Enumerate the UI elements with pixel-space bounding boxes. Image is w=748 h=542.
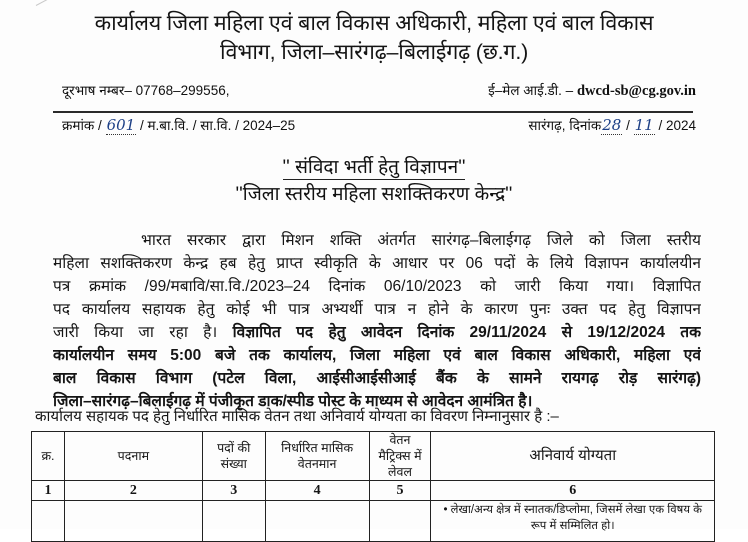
header-pay-level: वेतन मैट्रिक्स में लेवल (369, 432, 431, 481)
date-label: सारंगढ़, दिनांक (528, 118, 602, 133)
reference-number (62, 116, 295, 134)
email-address[interactable]: dwcd-sb@cg.gov.in (576, 83, 696, 99)
header-divider (53, 111, 693, 113)
cell-qualification (431, 501, 715, 542)
phone-label: दूरभाष नम्बर– (62, 83, 136, 98)
table-header-row (32, 432, 715, 481)
advertisement-heading (0, 153, 748, 179)
place-date: सारंगढ़, दिनांक28 / 11 / 2024 (528, 116, 696, 134)
column-number: 6 (431, 481, 715, 501)
cell-post-name (64, 501, 202, 542)
handwritten-month: 11 (634, 116, 654, 134)
paragraph-line (53, 321, 701, 344)
table-row (32, 501, 715, 542)
paragraph-line: कार्यालयीन समय 5:00 बजे तक कार्यालय, जिला महिला एवं बाल विकास अधिकारी, महिला एवं (53, 347, 701, 364)
centre-subheading: ''जिला स्तरीय महिला सशक्तिकरण केन्द्र'' (235, 184, 513, 205)
cell-serial (32, 501, 65, 542)
column-number-row (32, 481, 715, 501)
contact-row (62, 81, 696, 103)
email-label: ई–मेल आई.डी. – (488, 83, 577, 98)
cell-salary (265, 501, 369, 542)
reference-suffix: / म.बा.वि. / सा.वि. / 2024–25 (136, 118, 296, 133)
reference-row (62, 116, 696, 138)
paragraph-background (53, 229, 701, 321)
handwritten-day: 28 (602, 116, 622, 134)
office-title-line-2: विभाग, जिला–सारंगढ़–बिलाईगढ़ (छ.ग.) (219, 40, 529, 64)
paragraph-line: पत्र क्रमांक /99/मबावि/सा.वि./2023–24 दिनांक 06/10/2023 को जारी किया गया। विज्ञापित (53, 278, 701, 295)
phone-number: 07768–299556, (135, 83, 230, 98)
header-post-name: पदनाम (64, 432, 202, 481)
email-info (488, 81, 696, 100)
paragraph-line: बाल विकास विभाग (पटेल विला, आईसीआईसीआई बैंक के सामने रायगढ़ रोड़ सारंगढ़) (53, 370, 701, 387)
column-number: 3 (202, 481, 265, 501)
date-year: / 2024 (654, 118, 696, 133)
cell-pay-level (369, 501, 431, 542)
handwritten-number: 601 (106, 116, 136, 134)
office-title-line-1: कार्यालय जिला महिला एवं बाल विकास अधिकारी, महिला एवं बाल विकास (94, 11, 654, 35)
paragraph-application-details (53, 321, 701, 413)
application-dates: विज्ञापित पद हेतु आवेदन दिनांक 29/11/2024 से 19/12/2024 तक (232, 324, 701, 341)
advertisement-heading-text: '' संविदा भर्ती हेतु विज्ञापन'' (282, 157, 466, 178)
cell-post-count (202, 501, 265, 542)
reference-prefix: क्रमांक / (62, 118, 106, 133)
header-qualification: अनिवार्य योग्यता (431, 432, 715, 481)
paragraph-line: जिला–सारंगढ़–बिलाईगढ़ में पंजीकृत डाक/स्पीड पोस्ट के माध्यम से आवेदन आमंत्रित है। (53, 393, 533, 410)
paragraph-line: भारत सरकार द्वारा मिशन शक्ति अंतर्गत सारंगढ़–बिलाईगढ़ जिले को जिला स्तरीय (141, 232, 701, 249)
header-post-count: पदों की संख्या (202, 432, 265, 481)
qualification-bullet: • लेखा/अन्य क्षेत्र में स्नातक/डिप्लोमा, जिसमें लेखा एक विषय के रूप में सम्मिलित हो। (443, 504, 703, 532)
post-details-table (31, 431, 715, 542)
column-number: 2 (64, 481, 202, 501)
header-serial: क्र. (32, 432, 65, 481)
column-number: 1 (32, 481, 65, 501)
scan-mark (36, 0, 65, 6)
header-monthly-salary: निर्धारित मासिक वेतनमान (265, 432, 369, 481)
column-number: 5 (369, 481, 431, 501)
column-number: 4 (265, 481, 369, 501)
paragraph-text-normal: जारी किया जा रहा है। (53, 324, 233, 341)
table-intro: कार्यालय सहायक पद हेतु निर्धारित मासिक वेतन तथा अनिवार्य योग्यता का विवरण निम्नानुसार है :– (35, 408, 559, 425)
phone-info (62, 81, 229, 99)
paragraph-line: महिला सशक्तिकरण केन्द्र हब हेतु प्राप्त स्वीकृति के आधार पर 06 पदों के लिये विज्ञापन कार्यालयीन (53, 255, 701, 272)
paragraph-line: पद कार्यालय सहायक हेतु कोई भी पात्र अभ्यर्थी पात्र न होने के कारण पुनः उक्त पद हेतु विज्ञापन (53, 301, 701, 318)
